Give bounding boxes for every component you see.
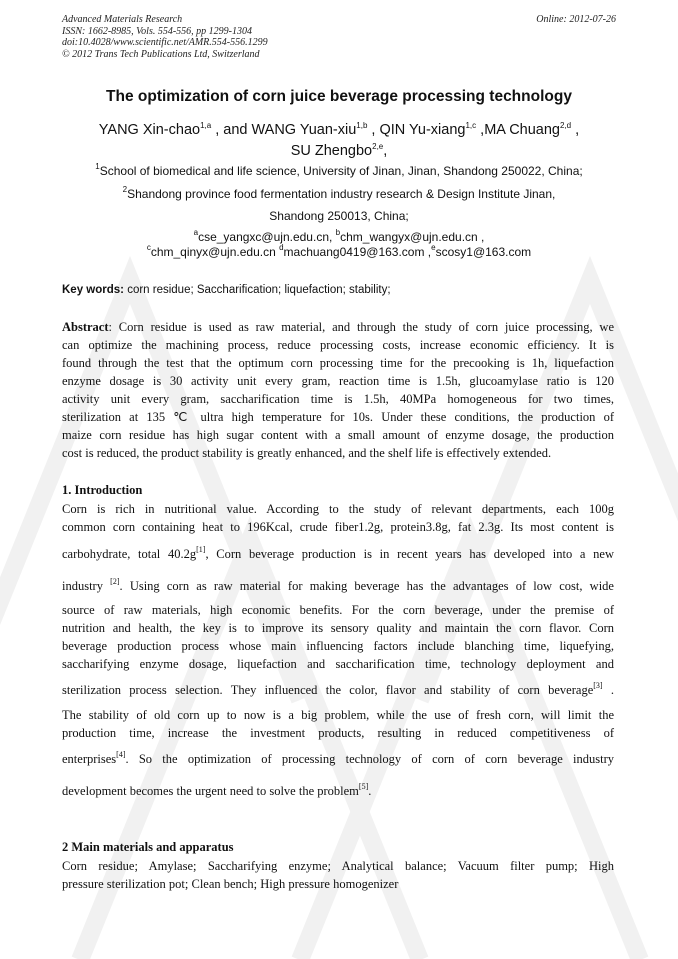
affiliation-1 [40,164,638,178]
email-sup: a [193,228,199,237]
body-line: nutrition and health, the key is to improve its sensory quality and maintain the corn flavor. Corn [62,621,614,635]
body-line [62,782,614,800]
abstract-line: can optimize the machining process, reduce processing costs, increase economic efficiency. It is [62,338,614,352]
author-list [40,120,638,162]
materials-body [62,857,614,893]
abstract-line: activity unit every gram, saccharification time is 1.5h, 40MPa homogeneous for two times, [62,392,614,406]
body-line: source of raw materials, high economic benefits. For the corn beverage, under the premise of [62,603,614,617]
body-line [62,577,614,595]
citation-ref: [3] [593,681,603,690]
author-sup: 2,e [372,142,384,151]
author-sup: 1,a [200,121,212,130]
email-sup: b [335,228,341,237]
body-line: Corn residue; Amylase; Saccharifying enzyme; Analytical balance; Vacuum filter pump; High [62,859,614,873]
keywords [62,284,616,296]
abstract-text: : Corn residue is used as raw material, and through the study of corn juice processing, we [108,320,614,334]
body-text: development becomes the urgent need to solve the problem [62,784,359,798]
keywords-text: corn residue; Saccharification; liquefaction; stability; [124,284,391,296]
email-sup: e [431,243,436,252]
author-name: MA Chuang [484,122,560,138]
section-heading-introduction: 1. Introduction [62,483,143,497]
body-line [62,545,614,563]
body-line [62,750,614,768]
abstract-line: found through the test that the optimum corn processing time for the precooking is 1h, liquefaction [62,356,614,370]
copyright-line: © 2012 Trans Tech Publications Ltd, Switzerland [62,48,260,60]
body-line: production time, increase the investment products, resulting in reduced competitiveness of [62,726,614,740]
body-line: saccharifying enzyme dosage, liquefaction and saccharification time, technology deployment and [62,657,614,671]
affiliation-2-cont: Shandong 250013, China; [269,209,409,223]
abstract-line: cost is reduced, the product stability is greatly enhanced, and the shelf life is effectively extended. [62,446,552,460]
body-line: beverage production process whose main influencing factors include blanching time, liquefying, [62,639,614,653]
body-text: . [602,683,614,697]
abstract-line: sterilization at 135 ℃ ultra high temperature for 10s. Under these conditions, the production of [62,410,614,424]
abstract-line: enzyme dosage is 30 activity unit every gram, reaction time is 1.5h, glucoamylase ratio is 120 [62,374,614,388]
body-text: , Corn beverage production is in recent years has developed into a new [205,547,614,561]
paper-title: The optimization of corn juice beverage processing technology [106,88,572,105]
citation-ref: [4] [116,750,126,759]
citation-ref: [1] [196,545,206,554]
abstract [62,318,614,462]
affiliation-text: School of biomedical and life science, University of Jinan, Jinan, Shandong 250022, China; [99,164,583,178]
body-line: The stability of old corn up to now is a big problem, while the use of fresh corn, will limit the [62,708,614,722]
doi-line: doi:10.4028/www.scientific.net/AMR.554-556.1299 [62,37,268,48]
body-text: . So the optimization of processing technology of corn of corn beverage industry [125,752,614,766]
affiliation-sup: 2 [122,185,128,194]
email-sup: d [279,243,284,252]
body-text: enterprises [62,752,117,766]
email-address: chm_wangyx@ujn.edu.cn , [340,230,485,244]
author-sup: 2,d [560,121,572,130]
abstract-label: Abstract [62,320,109,334]
body-line: common corn containing heat to 196Kcal, crude fiber1.2g, protein3.8g, fat 2.3g. Its most content is [62,520,614,534]
body-text: industry [62,579,111,593]
body-line [62,681,614,699]
emails-line-2 [40,245,638,259]
body-text: sterilization process selection. They influenced the color, flavor and stability of corn beverage [62,683,594,697]
body-line: pressure sterilization pot; Clean bench; High pressure homogenizer [62,877,399,891]
issn-line: ISSN: 1662-8985, Vols. 554-556, pp 1299-1304 [62,25,252,37]
citation-ref: [2] [110,577,120,586]
introduction-body [62,500,614,800]
author-name: QIN Yu-xiang [379,122,466,138]
email-address: chm_qinyx@ujn.edu.cn [150,245,280,259]
online-date: Online: 2012-07-26 [536,14,616,25]
author-sep: , [367,122,380,138]
keywords-label: Key words: [62,284,124,296]
author-sep: , [383,143,388,159]
emails-line-1 [40,230,638,244]
abstract-line [62,318,614,336]
body-line: Corn is rich in nutritional value. According to the study of relevant departments, each 100g [62,502,614,516]
body-text: . [368,784,372,798]
body-text: . Using corn as raw material for making beverage has the advantages of low cost, wide [119,579,614,593]
author-name: YANG Xin-chao [98,122,201,138]
email-address: scosy1@163.com [435,245,532,259]
author-sep: , [476,122,485,138]
email-sup: c [146,243,151,252]
abstract-line: maize corn residue has high sugar content with a small amount of enzyme dosage, the production [62,428,614,442]
author-sep: , [571,122,580,138]
body-text: carbohydrate, total 40.2g [62,547,197,561]
email-address: cse_yangxc@ujn.edu.cn, [198,230,336,244]
author-sep: , and [211,122,252,138]
journal-header [62,14,616,60]
affiliation-text: Shandong province food fermentation industry research & Design Institute Jinan, [127,187,556,201]
author-name: WANG Yuan-xiu [251,122,357,138]
section-heading-materials: 2 Main materials and apparatus [62,840,234,854]
journal-name: Advanced Materials Research [62,14,183,25]
author-sup: 1,b [356,121,368,130]
affiliation-sup: 1 [95,162,100,171]
author-sup: 1,c [465,121,477,130]
author-name: SU Zhengbo [290,143,373,159]
citation-ref: [5] [358,782,369,791]
affiliation-2 [40,187,638,201]
email-address: machuang0419@163.com , [283,245,432,259]
